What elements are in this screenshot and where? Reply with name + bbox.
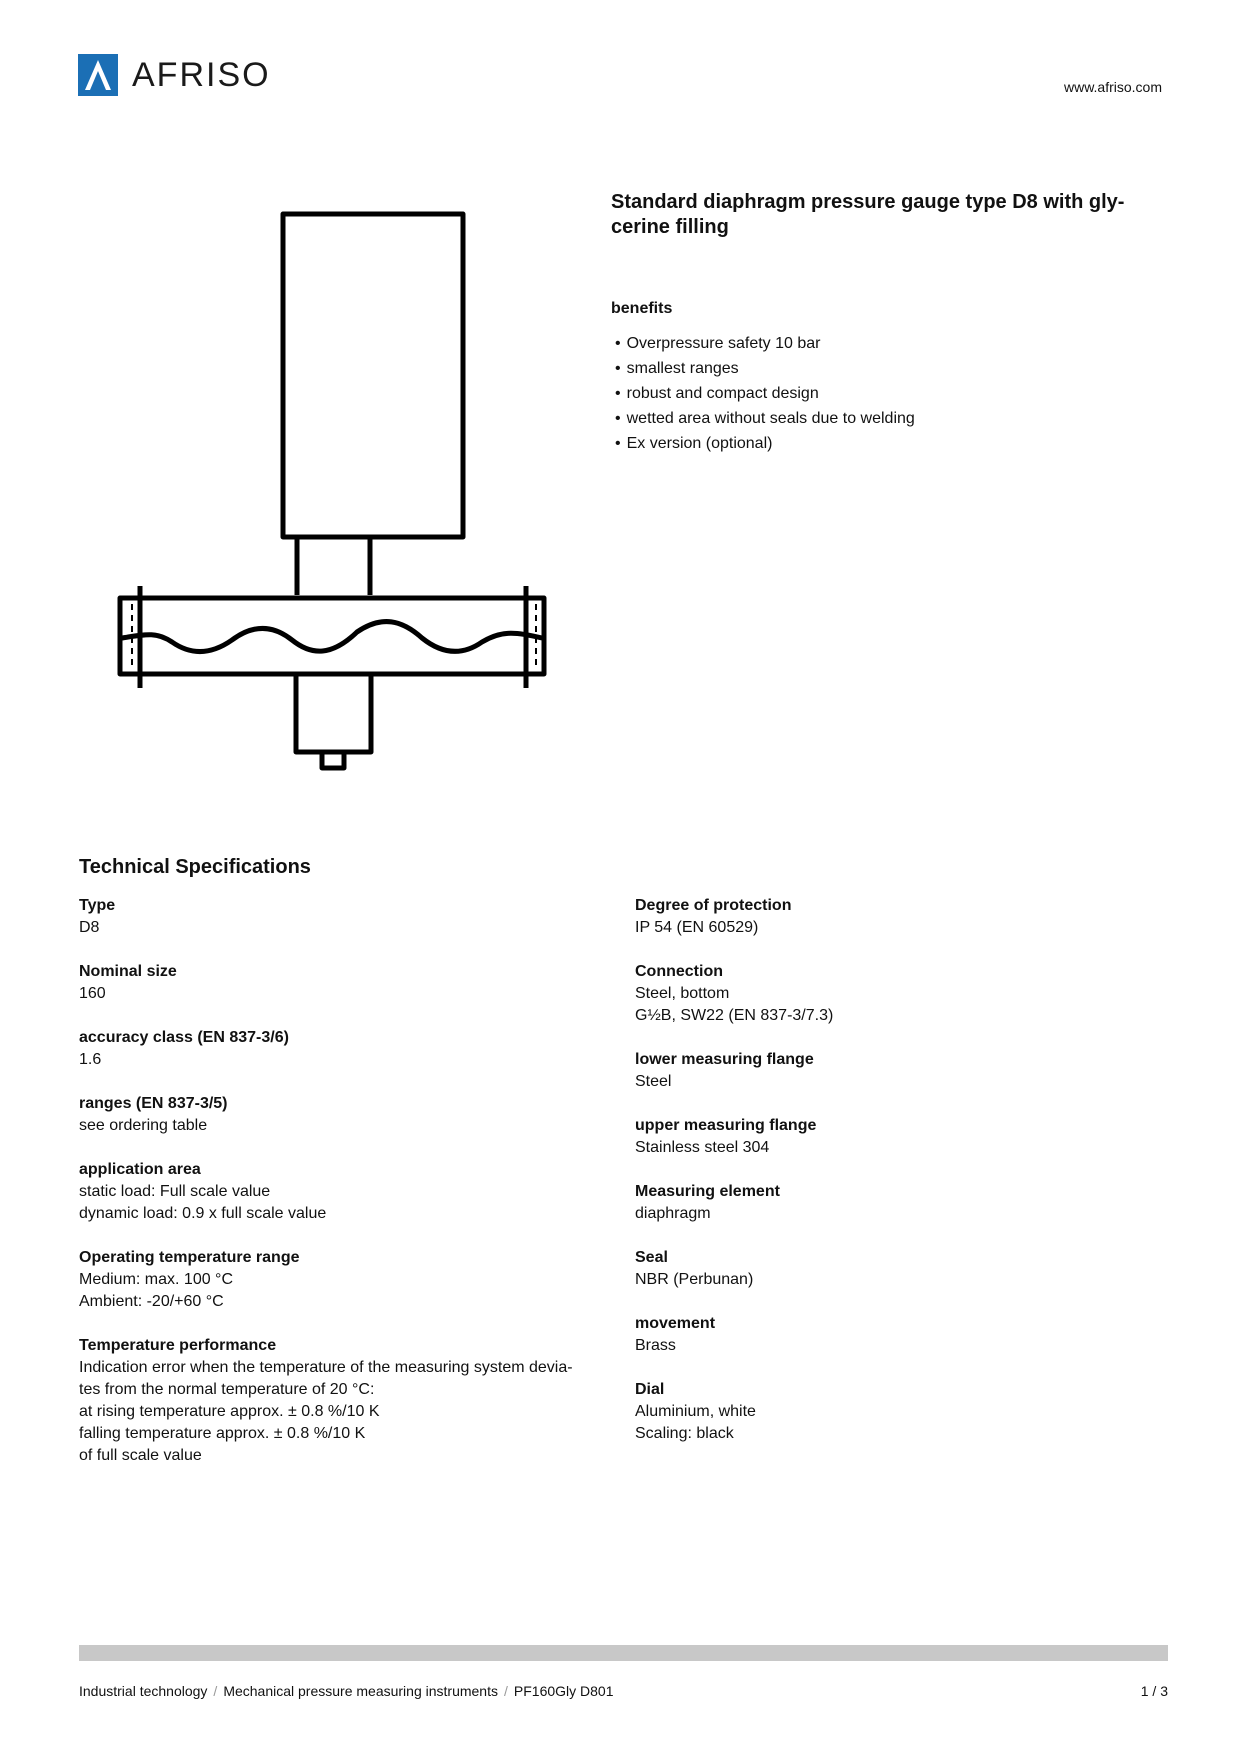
spec-value: Stainless steel 304 (635, 1139, 770, 1156)
spec-label: Temperature performance (79, 1337, 277, 1354)
spec-label: ranges (EN 837-3/5) (79, 1095, 228, 1112)
list-item: • Overpressure safety 10 bar (615, 331, 915, 356)
benefits-list (615, 331, 915, 456)
page-number: 1 / 3 (1140, 1683, 1168, 1699)
spec-value: Steel, bottom G½B, SW22 (EN 837-3/7.3) (635, 985, 834, 1024)
spec-value: NBR (Perbunan) (635, 1271, 754, 1288)
spec-label: Dial (635, 1381, 665, 1398)
spec-degree-of-protection (635, 895, 1155, 939)
spec-nominal-size (79, 961, 599, 1005)
list-item: • Ex version (optional) (615, 431, 915, 456)
footer-divider-bar (79, 1645, 1168, 1661)
spec-value: IP 54 (EN 60529) (635, 919, 759, 936)
spec-label: lower measuring flange (635, 1051, 814, 1068)
spec-movement (635, 1313, 1155, 1357)
specs-heading: Technical Specifications (79, 856, 311, 878)
gauge-case (283, 214, 463, 537)
measuring-flange (120, 598, 544, 674)
spec-value: 160 (79, 985, 106, 1002)
spec-temperature-performance (79, 1335, 599, 1467)
list-item: • robust and compact design (615, 381, 915, 406)
spec-label: upper measuring flange (635, 1117, 817, 1134)
spec-value: Aluminium, white Scaling: black (635, 1403, 756, 1442)
spec-dial (635, 1379, 1155, 1445)
spec-value: Brass (635, 1337, 676, 1354)
breadcrumb-item[interactable]: Mechanical pressure measuring instruments (223, 1683, 498, 1699)
spec-value: Steel (635, 1073, 672, 1090)
product-title: Standard diaphragm pressure gauge type D8 with gly- cerine filling (611, 191, 1125, 238)
spec-value: 1.6 (79, 1051, 102, 1068)
diaphragm-wave (122, 622, 542, 652)
spec-seal (635, 1247, 1155, 1291)
breadcrumb (79, 1683, 614, 1699)
spec-label: Operating temperature range (79, 1249, 300, 1266)
gauge-drawing (112, 200, 562, 785)
specs-column-left (79, 895, 599, 1489)
spec-label: Connection (635, 963, 723, 980)
spec-label: Type (79, 897, 116, 914)
list-item: • smallest ranges (615, 356, 915, 381)
spec-ranges (79, 1093, 599, 1137)
spec-accuracy-class (79, 1027, 599, 1071)
spec-measuring-element (635, 1181, 1155, 1225)
spec-application-area (79, 1159, 599, 1225)
brand-name: AFRISO (132, 56, 271, 94)
spec-type (79, 895, 599, 939)
breadcrumb-item[interactable]: Industrial technology (79, 1683, 208, 1699)
spec-label: Nominal size (79, 963, 177, 980)
list-item: • wetted area without seals due to welding (615, 406, 915, 431)
spec-connection (635, 961, 1155, 1027)
spec-label: Degree of protection (635, 897, 792, 914)
spec-value: see ordering table (79, 1117, 208, 1134)
spec-operating-temperature (79, 1247, 599, 1313)
spec-value: Indication error when the temperature of the measuring system devia- tes from the normal temperature of 20 °C: at rising temperature approx. ± 0.8 %/10 K falling temperature approx. ± 0.8 %/10 K of full scale value (79, 1359, 573, 1464)
specs-column-right (635, 895, 1155, 1467)
afriso-logo (78, 54, 271, 96)
spec-value: static load: Full scale value dynamic load: 0.9 x full scale value (79, 1183, 327, 1222)
breadcrumb-separator: / (213, 1683, 218, 1699)
spec-label: Measuring element (635, 1183, 780, 1200)
spec-upper-flange (635, 1115, 1155, 1159)
afriso-logo-icon (78, 54, 118, 96)
spec-label: Seal (635, 1249, 668, 1266)
spec-value: diaphragm (635, 1205, 711, 1222)
spec-value: D8 (79, 919, 100, 936)
connection-stem (296, 674, 371, 752)
connection-nipple (322, 752, 344, 768)
breadcrumb-separator: / (504, 1683, 508, 1699)
spec-label: accuracy class (EN 837-3/6) (79, 1029, 289, 1046)
spec-lower-flange (635, 1049, 1155, 1093)
spec-label: movement (635, 1315, 716, 1332)
spec-label: application area (79, 1161, 201, 1178)
breadcrumb-item: PF160Gly D801 (513, 1683, 614, 1699)
benefits-heading: benefits (611, 300, 673, 317)
spec-value: Medium: max. 100 °C Ambient: -20/+60 °C (79, 1271, 234, 1310)
website-url[interactable]: www.afriso.com (1063, 79, 1162, 95)
